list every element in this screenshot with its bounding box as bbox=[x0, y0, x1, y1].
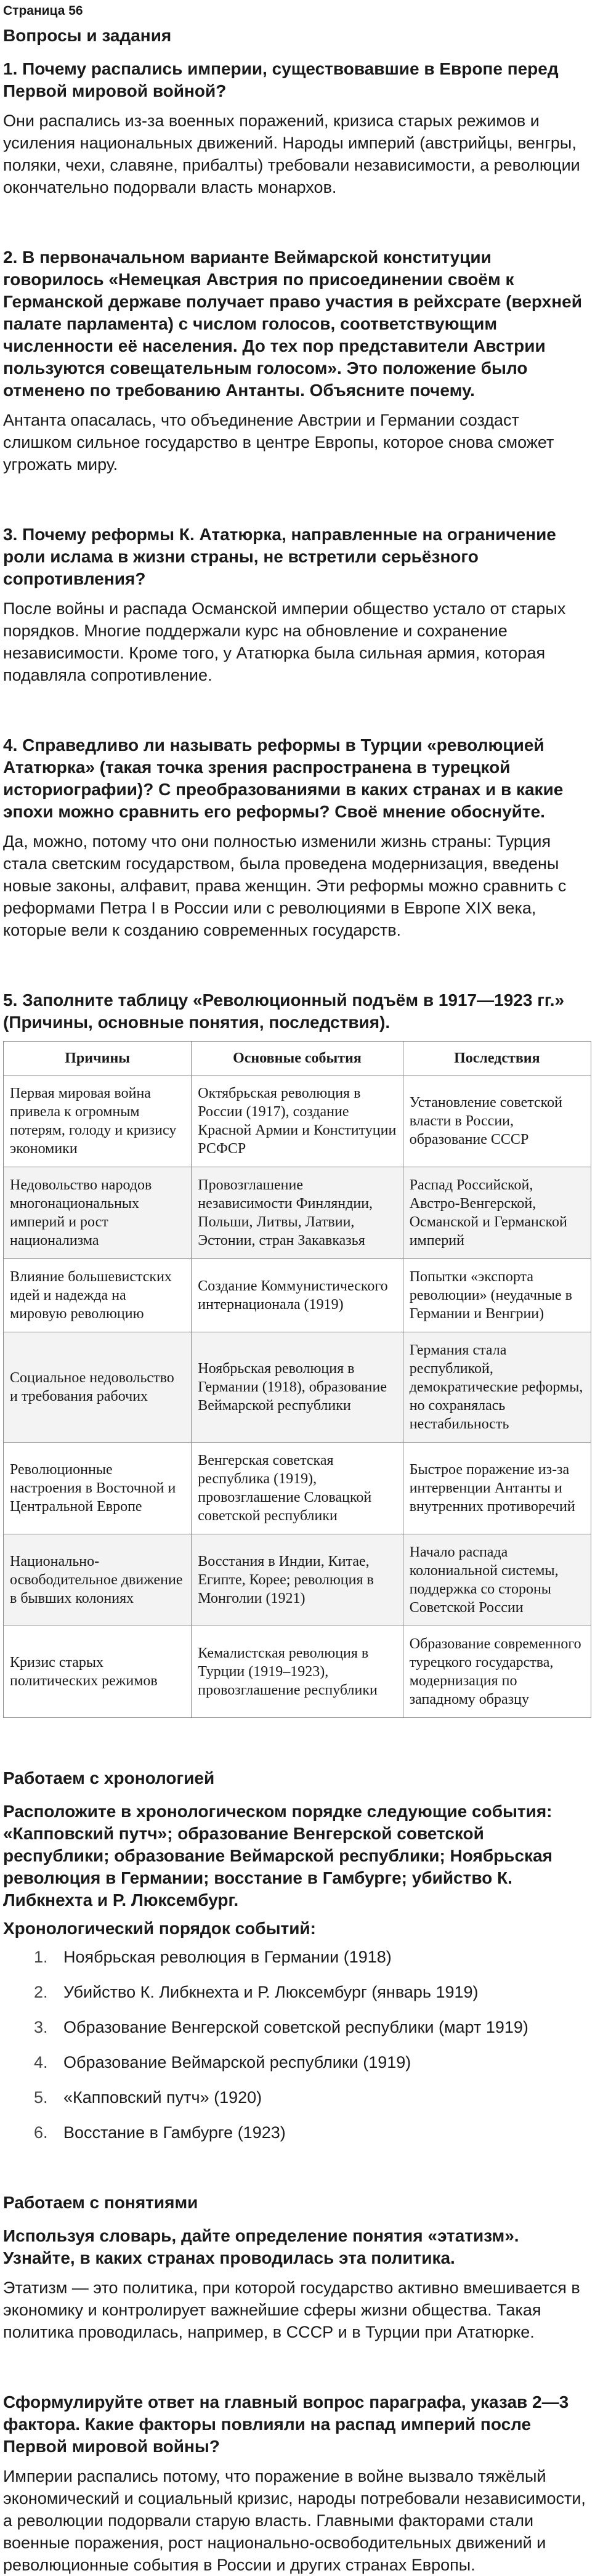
question-2: 2. В первоначальном варианте Веймарской конституции говорилось «Немецкая Австрия по присоединении своём к Германской державе получает право участия в рейхсрате (верхней палате парламента) с числом голосов, соответствующим численности её населения. До тех пор представители Австрии пользуются совещательным голосом». Это положение было отменено по требованию Антанты. Объясните почему. bbox=[3, 248, 582, 400]
table-cell-cause: Социальное недовольство и требования рабочих bbox=[4, 1332, 192, 1443]
chronology-order-title: Хронологический порядок событий: bbox=[3, 1919, 316, 1938]
question-3: 3. Почему реформы К. Ататюрка, направленные на ограничение роли ислама в жизни страны, не встретили серьёзного сопротивления? bbox=[3, 525, 556, 588]
answer-1: Они распались из-за военных поражений, кризиса старых режимов и усиления национальных движений. Народы империй (австрийцы, венгры, поляки, чехи, славяне, прибалты) требовали независимости, а революции окончательно подорвали власть монархов. bbox=[3, 111, 580, 196]
list-item: 1. Ноябрьская революция в Германии (1918) bbox=[52, 1946, 591, 1968]
final-task: Сформулируйте ответ на главный вопрос параграфа, указав 2—3 фактора. Какие факторы повлияли на распад империй после Первой мировой войны? bbox=[3, 2392, 569, 2456]
table-row bbox=[4, 1626, 591, 1718]
table-cell-cause: Первая мировая война привела к огромным потерям, голоду и кризису экономики bbox=[4, 1075, 192, 1167]
section-title-questions: Вопросы и задания bbox=[3, 26, 172, 45]
table-cell-consequence: Начало распада колониальной системы, поддержка со стороны Советской России bbox=[403, 1534, 591, 1626]
answer-4: Да, можно, потому что они полностью изменили жизнь страны: Турция стала светским государством, была проведена модернизация, введены новые законы, алфавит, права женщин. Эти реформы можно сравнить с реформами Петра I в России или с революциями в Европе XIX века, которые вели к созданию современных государств. bbox=[3, 832, 567, 939]
table-header-consequences: Последствия bbox=[403, 1042, 591, 1075]
table-cell-consequence: Германия стала республикой, демократические реформы, но сохранялась нестабильность bbox=[403, 1332, 591, 1443]
question-block-4 bbox=[3, 734, 591, 941]
revolution-table bbox=[3, 1041, 591, 1718]
table-cell-consequence: Распад Российской, Австро-Венгерской, Османской и Германской империй bbox=[403, 1167, 591, 1259]
concepts-task: Используя словарь, дайте определение понятия «этатизм». Узнайте, в каких странах проводилась эта политика. bbox=[3, 2226, 519, 2267]
table-header-events: Основные события bbox=[192, 1042, 403, 1075]
concepts-answer: Этатизм — это политика, при которой государство активно вмешивается в экономику и контролирует важнейшие сферы жизни общества. Такая политика проводилась, например, в СССР и в Турции при Ататюрке. bbox=[3, 2278, 580, 2341]
table-cell-consequence: Попытки «экспорта революции» (неудачные в Германии и Венгрии) bbox=[403, 1259, 591, 1332]
table-cell-event: Восстания в Индии, Китае, Египте, Корее; революция в Монголии (1921) bbox=[192, 1534, 403, 1626]
chronology-section bbox=[3, 1768, 591, 2144]
table-cell-event: Венгерская советская республика (1919), провозглашение Словацкой советской республики bbox=[192, 1443, 403, 1534]
list-item: 2. Убийство К. Либкнехта и Р. Люксембург (январь 1919) bbox=[52, 1981, 591, 2003]
table-header-causes: Причины bbox=[4, 1042, 192, 1075]
page-title: Страница 56 bbox=[3, 4, 83, 18]
question-4: 4. Справедливо ли называть реформы в Турции «революцией Ататюрка» (такая точка зрения распространена в турецкой историографии)? С преобразованиями в каких странах и в какие эпохи можно сравнить его реформы? Своё мнение обоснуйте. bbox=[3, 735, 564, 821]
table-cell-cause: Революционные настроения в Восточной и Центральной Европе bbox=[4, 1443, 192, 1534]
question-block-5 bbox=[3, 989, 591, 1718]
table-cell-event: Кемалистская революция в Турции (1919–1923), провозглашение республики bbox=[192, 1626, 403, 1718]
answer-3: После войны и распада Османской империи общество устало от старых порядков. Многие поддержали курс на обновление и сохранение независимости. Кроме того, у Ататюрка была сильная армия, которая подавляла сопротивление. bbox=[3, 599, 566, 684]
table-cell-consequence: Образование современного турецкого государства, модернизация по западному образцу bbox=[403, 1626, 591, 1718]
question-block-3 bbox=[3, 524, 591, 686]
table-cell-event: Провозглашение независимости Финляндии, Польши, Литвы, Латвии, Эстонии, стран Закавказья bbox=[192, 1167, 403, 1259]
table-row bbox=[4, 1167, 591, 1259]
answer-2: Антанта опасалась, что объединение Австрии и Германии создаст слишком сильное государство в центре Европы, которое снова сможет угрожать миру. bbox=[3, 411, 554, 474]
list-item: 5. «Капповский путч» (1920) bbox=[52, 2086, 591, 2108]
question-5: 5. Заполните таблицу «Революционный подъём в 1917—1923 гг.» (Причины, основные понятия, последствия). bbox=[3, 990, 565, 1032]
table-row bbox=[4, 1075, 591, 1167]
question-block-1 bbox=[3, 58, 591, 198]
table-header-row bbox=[4, 1042, 591, 1075]
list-item: 4. Образование Веймарской республики (1919) bbox=[52, 2051, 591, 2073]
table-cell-consequence: Быстрое поражение из-за интервенции Антанты и внутренних противоречий bbox=[403, 1443, 591, 1534]
table-cell-cause: Влияние большевистских идей и надежда на мировую революцию bbox=[4, 1259, 192, 1332]
table-row bbox=[4, 1259, 591, 1332]
final-answer: Империи распались потому, что поражение в войне вызвало тяжёлый экономический и социальный кризис, народы потребовали независимости, а революции подорвали старую власть. Главными факторами стали военные поражения, рост национально-освободительных движений и революционные события в России и других странах Европы. bbox=[3, 2467, 586, 2574]
chronology-list bbox=[3, 1946, 591, 2144]
section-title-concepts: Работаем с понятиями bbox=[3, 2193, 198, 2212]
table-cell-event: Октябрьская революция в России (1917), создание Красной Армии и Конституции РСФСР bbox=[192, 1075, 403, 1167]
final-section bbox=[3, 2391, 591, 2576]
section-title-chronology: Работаем с хронологией bbox=[3, 1768, 215, 1788]
question-1: 1. Почему распались империи, существовавшие в Европе перед Первой мировой войной? bbox=[3, 59, 559, 100]
table-cell-consequence: Установление советской власти в России, образование СССР bbox=[403, 1075, 591, 1167]
table-cell-cause: Кризис старых политических режимов bbox=[4, 1626, 192, 1718]
table-row bbox=[4, 1332, 591, 1443]
table-cell-event: Ноябрьская революция в Германии (1918), образование Веймарской республики bbox=[192, 1332, 403, 1443]
chronology-task: Расположите в хронологическом порядке следующие события: «Капповский путч»; образование Венгерской советской республики; образование Веймарской республики; Ноябрьская революция в Германии; восстание в Гамбурге; убийство К. Либкнехта и Р. Люксембург. bbox=[3, 1802, 552, 1910]
table-row bbox=[4, 1534, 591, 1626]
concepts-section bbox=[3, 2193, 591, 2343]
list-item: 3. Образование Венгерской советской республики (март 1919) bbox=[52, 2016, 591, 2038]
table-cell-event: Создание Коммунистического интернационала (1919) bbox=[192, 1259, 403, 1332]
table-row bbox=[4, 1443, 591, 1534]
question-block-2 bbox=[3, 246, 591, 476]
table-cell-cause: Национально-освободительное движение в бывших колониях bbox=[4, 1534, 192, 1626]
list-item: 6. Восстание в Гамбурге (1923) bbox=[52, 2121, 591, 2144]
revolution-table-wrap bbox=[3, 1041, 591, 1718]
table-cell-cause: Недовольство народов многонациональных империй и рост национализма bbox=[4, 1167, 192, 1259]
